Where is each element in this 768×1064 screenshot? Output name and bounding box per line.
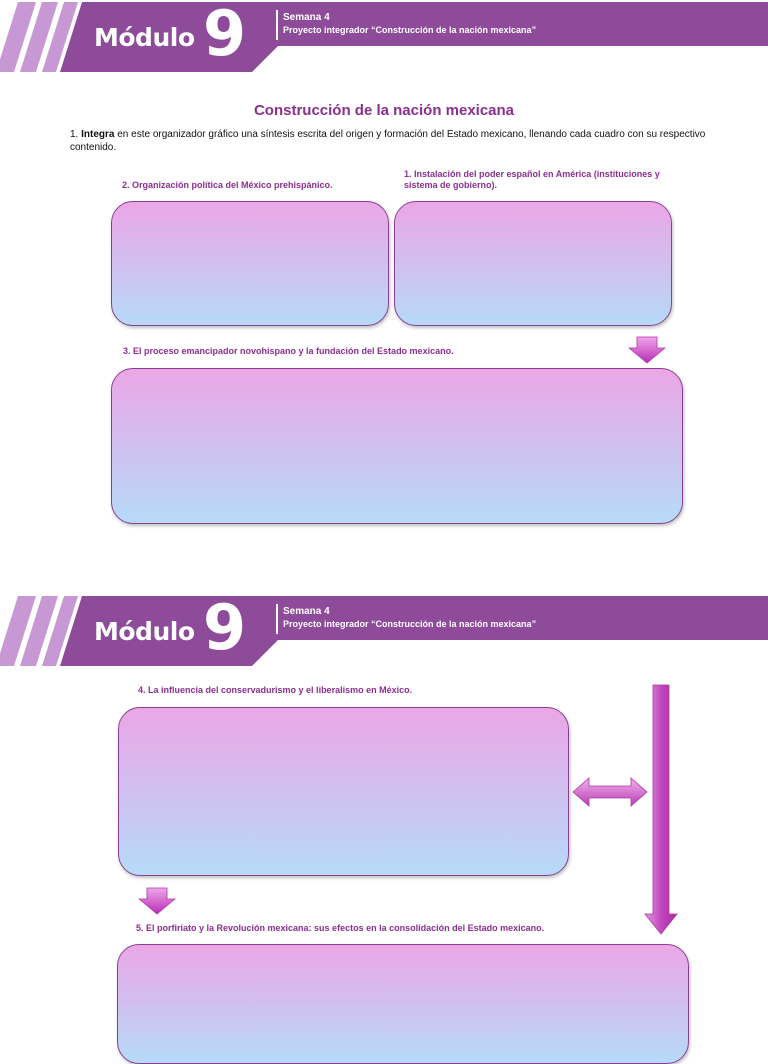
instruction-bold-word: Integra xyxy=(81,129,115,140)
module-label: Módulo xyxy=(94,617,195,646)
section-4-answer-box[interactable] xyxy=(118,707,569,876)
instruction-text xyxy=(70,128,710,154)
module-banner-2 xyxy=(0,591,768,666)
module-label: Módulo xyxy=(94,23,195,52)
week-label: Semana 4 xyxy=(283,606,330,617)
instruction-number: 1. xyxy=(70,129,79,140)
module-number: 9 xyxy=(203,0,247,70)
section-3-label: 3. El proceso emancipador novohispano y la fundación del Estado mexicano. xyxy=(123,346,454,356)
week-info xyxy=(276,10,536,40)
section-4-label: 4. La influencia del conservadurismo y el liberalismo en México. xyxy=(138,685,413,695)
page-title: Construcción de la nación mexicana xyxy=(253,102,515,119)
week-label: Semana 4 xyxy=(283,12,330,23)
module-number: 9 xyxy=(203,591,247,664)
section-1-answer-box[interactable] xyxy=(394,201,672,326)
long-down-arrow-icon xyxy=(644,684,678,936)
section-2-label: 2. Organización política del México prehispánico. xyxy=(122,180,333,190)
section-5-answer-box[interactable] xyxy=(117,944,689,1064)
project-label: Proyecto integrador “Construcción de la nación mexicana” xyxy=(283,25,537,35)
instruction-body: en este organizador gráfico una síntesis escrita del origen y formación del Estado mexicano, llenando cada cuadro con su respectivo contenido. xyxy=(70,129,706,153)
down-arrow-icon xyxy=(628,336,666,364)
project-label: Proyecto integrador “Construcción de la nación mexicana” xyxy=(283,619,537,629)
section-2-answer-box[interactable] xyxy=(111,201,389,326)
double-arrow-icon xyxy=(572,776,648,808)
section-5-label: 5. El porfiriato y la Revolución mexicana: sus efectos en la consolidación del Estado mexicano. xyxy=(136,923,545,933)
week-info xyxy=(276,604,536,634)
section-1-label: 1. Instalación del poder español en América (instituciones y sistema de gobierno). xyxy=(404,169,660,190)
module-banner-1 xyxy=(0,0,768,72)
down-arrow-icon xyxy=(138,887,176,915)
section-3-answer-box[interactable] xyxy=(111,368,683,524)
